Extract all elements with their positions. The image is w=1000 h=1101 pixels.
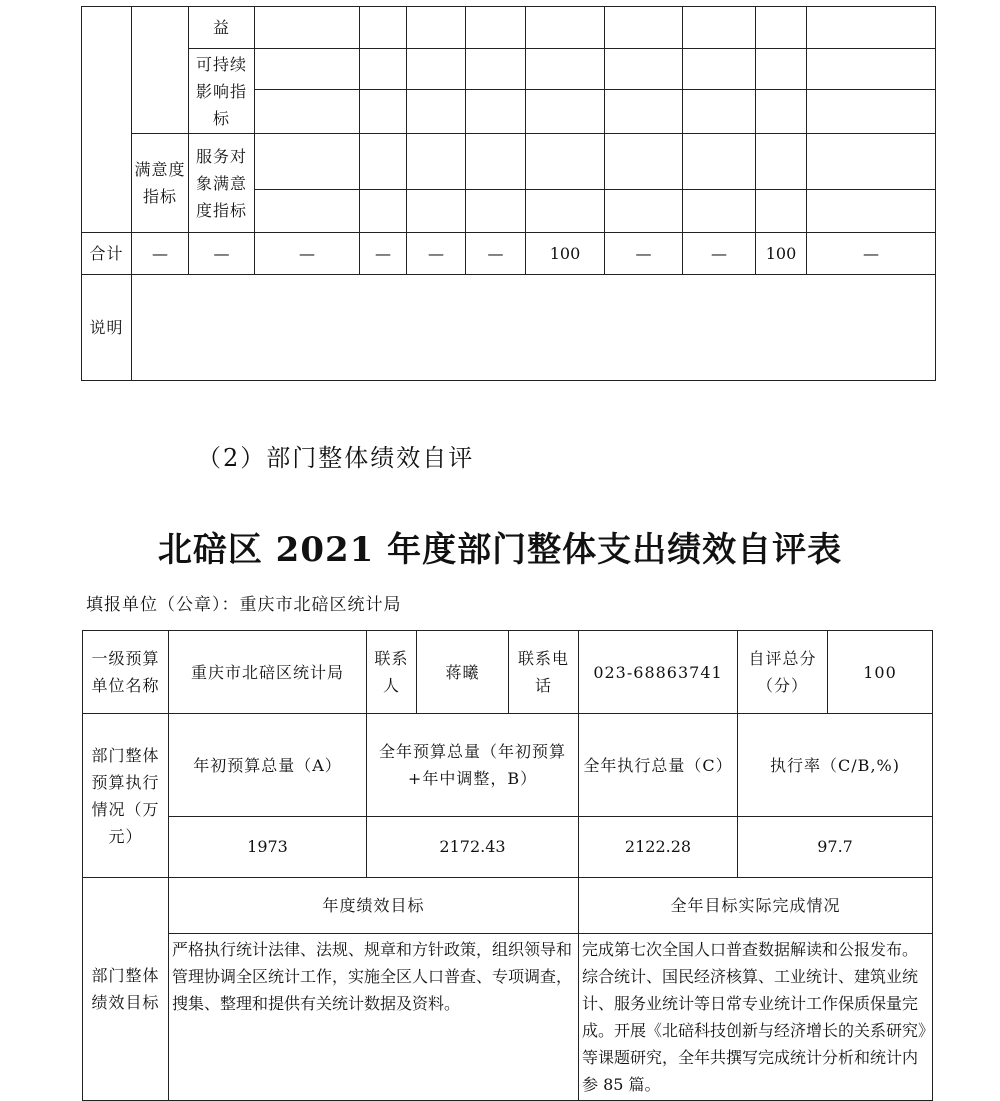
phone-label: 联系电话 [509,631,579,714]
col-rate-header: 执行率（C/B,%) [738,714,933,817]
table-cell [255,49,360,90]
table-cell [683,190,756,233]
table-cell [526,7,605,49]
table-cell [756,90,807,134]
table-cell [807,134,936,190]
indicator-label: 可持续影响指标 [189,49,255,134]
table-cell [360,7,407,49]
table-cell [360,190,407,233]
value-rate: 97.7 [738,817,933,878]
table-cell [407,90,466,134]
table-cell [255,7,360,49]
table-cell [255,134,360,190]
total-cell: — [807,233,936,275]
table-cell [407,49,466,90]
indicator-label: 服务对象满意度指标 [189,134,255,233]
table-cell [605,7,683,49]
remark-value [132,275,936,381]
value-a: 1973 [169,817,367,878]
table-cell [756,49,807,90]
table-cell [683,90,756,134]
goal-actual-header: 全年目标实际完成情况 [579,878,933,934]
goal-annual-header: 年度绩效目标 [169,878,579,934]
total-cell: — [189,233,255,275]
table-cell [466,90,526,134]
unit-label: 一级预算 单位名称 [83,631,169,714]
table-cell [605,90,683,134]
table-cell [526,90,605,134]
unit-value: 重庆市北碚区统计局 [169,631,367,714]
total-cell: — [605,233,683,275]
self-evaluation-form [82,630,933,1101]
total-cell: — [360,233,407,275]
table-cell [605,190,683,233]
table-cell [756,7,807,49]
satisfaction-category: 满意度指标 [132,134,189,233]
table-cell [807,190,936,233]
total-label: 合计 [82,233,132,275]
contact-value: 蒋曦 [417,631,509,714]
table-cell [683,134,756,190]
page-title: 北碚区 2021 年度部门整体支出绩效自评表 [157,530,843,570]
table-cell [360,90,407,134]
table-cell [807,49,936,90]
fill-unit: 填报单位（公章）：重庆市北碚区统计局 [86,595,402,615]
goal-actual-text: 完成第七次全国人口普查数据解读和公报发布。综合统计、国民经济核算、工业统计、建筑业统计、服务业统计等日常专业统计工作保质保量完成。开展《北碚科技创新与经济增长的关系研究》等课题研究，全年共撰写完成统计分析和统计内参 85 篇。 [579,934,933,1101]
col-a-header: 年初预算总量（A） [169,714,367,817]
total-cell: — [466,233,526,275]
score-label: 自评总分（分） [738,631,828,714]
table-cell [605,134,683,190]
table-cell [807,90,936,134]
contact-label: 联系人 [367,631,417,714]
table-cell [526,134,605,190]
goal-label: 部门整体绩效目标 [83,878,169,1101]
table-cell [466,190,526,233]
total-cell: 100 [756,233,807,275]
table-cell [756,190,807,233]
table-cell [466,134,526,190]
table-cell [407,7,466,49]
goal-annual-text: 严格执行统计法律、法规、规章和方针政策，组织领导和管理协调全区统计工作，实施全区人口普查、专项调查，搜集、整理和提供有关统计数据及资料。 [169,934,579,1101]
section-heading: （2）部门整体绩效自评 [197,444,475,472]
col-c-header: 全年执行总量（C） [579,714,738,817]
table-cell [526,190,605,233]
table-cell [255,190,360,233]
table-cell [407,134,466,190]
value-c: 2122.28 [579,817,738,878]
subcategory-cell [132,7,189,134]
table-cell [807,7,936,49]
total-cell: — [132,233,189,275]
col-b-header: 全年预算总量（年初预算+年中调整，B） [367,714,579,817]
total-cell: — [407,233,466,275]
total-cell: — [683,233,756,275]
value-b: 2172.43 [367,817,579,878]
total-cell: — [255,233,360,275]
table-cell [466,49,526,90]
phone-value: 023-68863741 [579,631,738,714]
total-cell: 100 [526,233,605,275]
table-cell [466,7,526,49]
table-cell [683,49,756,90]
table-cell [683,7,756,49]
indicator-label: 益 [189,7,255,49]
category-cell [82,7,132,233]
table-cell [756,134,807,190]
indicator-table [81,6,936,381]
budget-label: 部门整体预算执行情况（万元） [83,714,169,878]
table-cell [360,49,407,90]
score-value: 100 [828,631,933,714]
table-cell [255,90,360,134]
table-cell [360,134,407,190]
remark-label: 说明 [82,275,132,381]
table-cell [605,49,683,90]
table-cell [407,190,466,233]
table-cell [526,49,605,90]
